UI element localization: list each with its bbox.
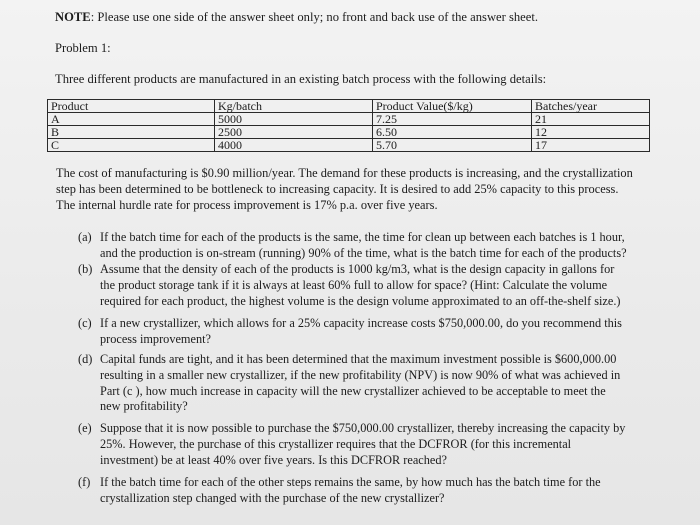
question-line: If a new crystallizer, which allows for a 25% capacity increase costs $750,000.00, do you recommend this [100,316,622,330]
question-line: required for each product, the highest volume is the design volume approximated to an off-the-shelf size.) [100,293,621,308]
header-product-value: Product Value($/kg) [373,100,532,113]
intro-text: Three different products are manufactured in an existing batch process with the following details: [55,72,547,86]
question-line: Suppose that it is now possible to purchase the $750,000.00 crystallizer, thereby increasing the capacity by [100,421,626,435]
table-cell: 5.70 [373,139,532,152]
problem-label: Problem 1: [55,41,111,55]
question-e [78,421,688,468]
table-cell: C [48,139,215,152]
table-cell: A [48,113,215,126]
table-cell: 4000 [215,139,373,152]
question-line: Assume that the density of each of the products is 1000 kg/m3, what is the design capacity in gallons for [100,262,615,276]
question-line: and the production is on-stream (running) 90% of the time, what is the batch time for each of the products? [100,245,627,260]
question-label: (a) [78,230,92,244]
question-line: If the batch time for each of the products is the same, the time for clean up between each batches is 1 hour, [100,230,625,244]
table-row [48,113,650,126]
question-label: (c) [78,316,92,330]
question-b [78,262,688,309]
description-line: The internal hurdle rate for process improvement is 17% p.a. over five years. [56,198,438,213]
question-line: process improvement? [100,331,211,346]
question-line: the product storage tank if it is always at least 60% full to allow for space? (Hint: Calculate the volume [100,277,608,292]
description-line: step has been determined to be bottleneck to increasing capacity. It is desired to add 25% capacity to this process. [56,182,619,197]
question-line: resulting in a smaller new crystallizer, if the new profitability (NPV) is now 90% of what was achieved in [100,367,621,382]
header-product: Product [48,100,215,113]
problem-description [56,165,686,214]
table-cell: 21 [532,113,650,126]
question-f [78,475,688,507]
description-line: The cost of manufacturing is $0.90 million/year. The demand for these products is increasing, and the crystallization [56,166,633,180]
note-label: NOTE [55,10,91,24]
question-line: new profitability? [100,399,188,414]
product-table [47,99,650,152]
header-kg-batch: Kg/batch [215,100,373,113]
question-a [78,230,688,262]
question-line: 25%. However, the purchase of this crystallizer requires that the DCFROR (for this incremental [100,436,572,451]
question-label: (d) [78,352,93,366]
table-cell: 17 [532,139,650,152]
table-cell: 5000 [215,113,373,126]
table-cell: 7.25 [373,113,532,126]
header-batches-year: Batches/year [532,100,650,113]
table-row [48,126,650,139]
note-line [55,10,538,25]
question-line: If the batch time for each of the other steps remains the same, by how much has the batch time for the [100,475,601,489]
question-d [78,352,688,415]
question-label: (f) [78,475,91,489]
table-header-row [48,100,650,113]
table-row [48,139,650,152]
question-label: (e) [78,421,92,435]
question-line: Part (c ), how much increase in capacity will the new crystallizer achieved to be acceptable to meet the [100,383,606,398]
table-cell: 12 [532,126,650,139]
table-cell: B [48,126,215,139]
question-label: (b) [78,262,93,276]
table-cell: 6.50 [373,126,532,139]
question-line: Capital funds are tight, and it has been determined that the maximum investment possible is $600,000.00 [100,352,617,366]
note-text: : Please use one side of the answer sheet only; no front and back use of the answer sheet. [90,10,538,24]
table-cell: 2500 [215,126,373,139]
question-line: investment) be at least 40% over five years. Is this DCFROR reached? [100,452,447,467]
question-c [78,316,688,348]
question-line: crystallization step changed with the purchase of the new crystallizer? [100,490,445,505]
